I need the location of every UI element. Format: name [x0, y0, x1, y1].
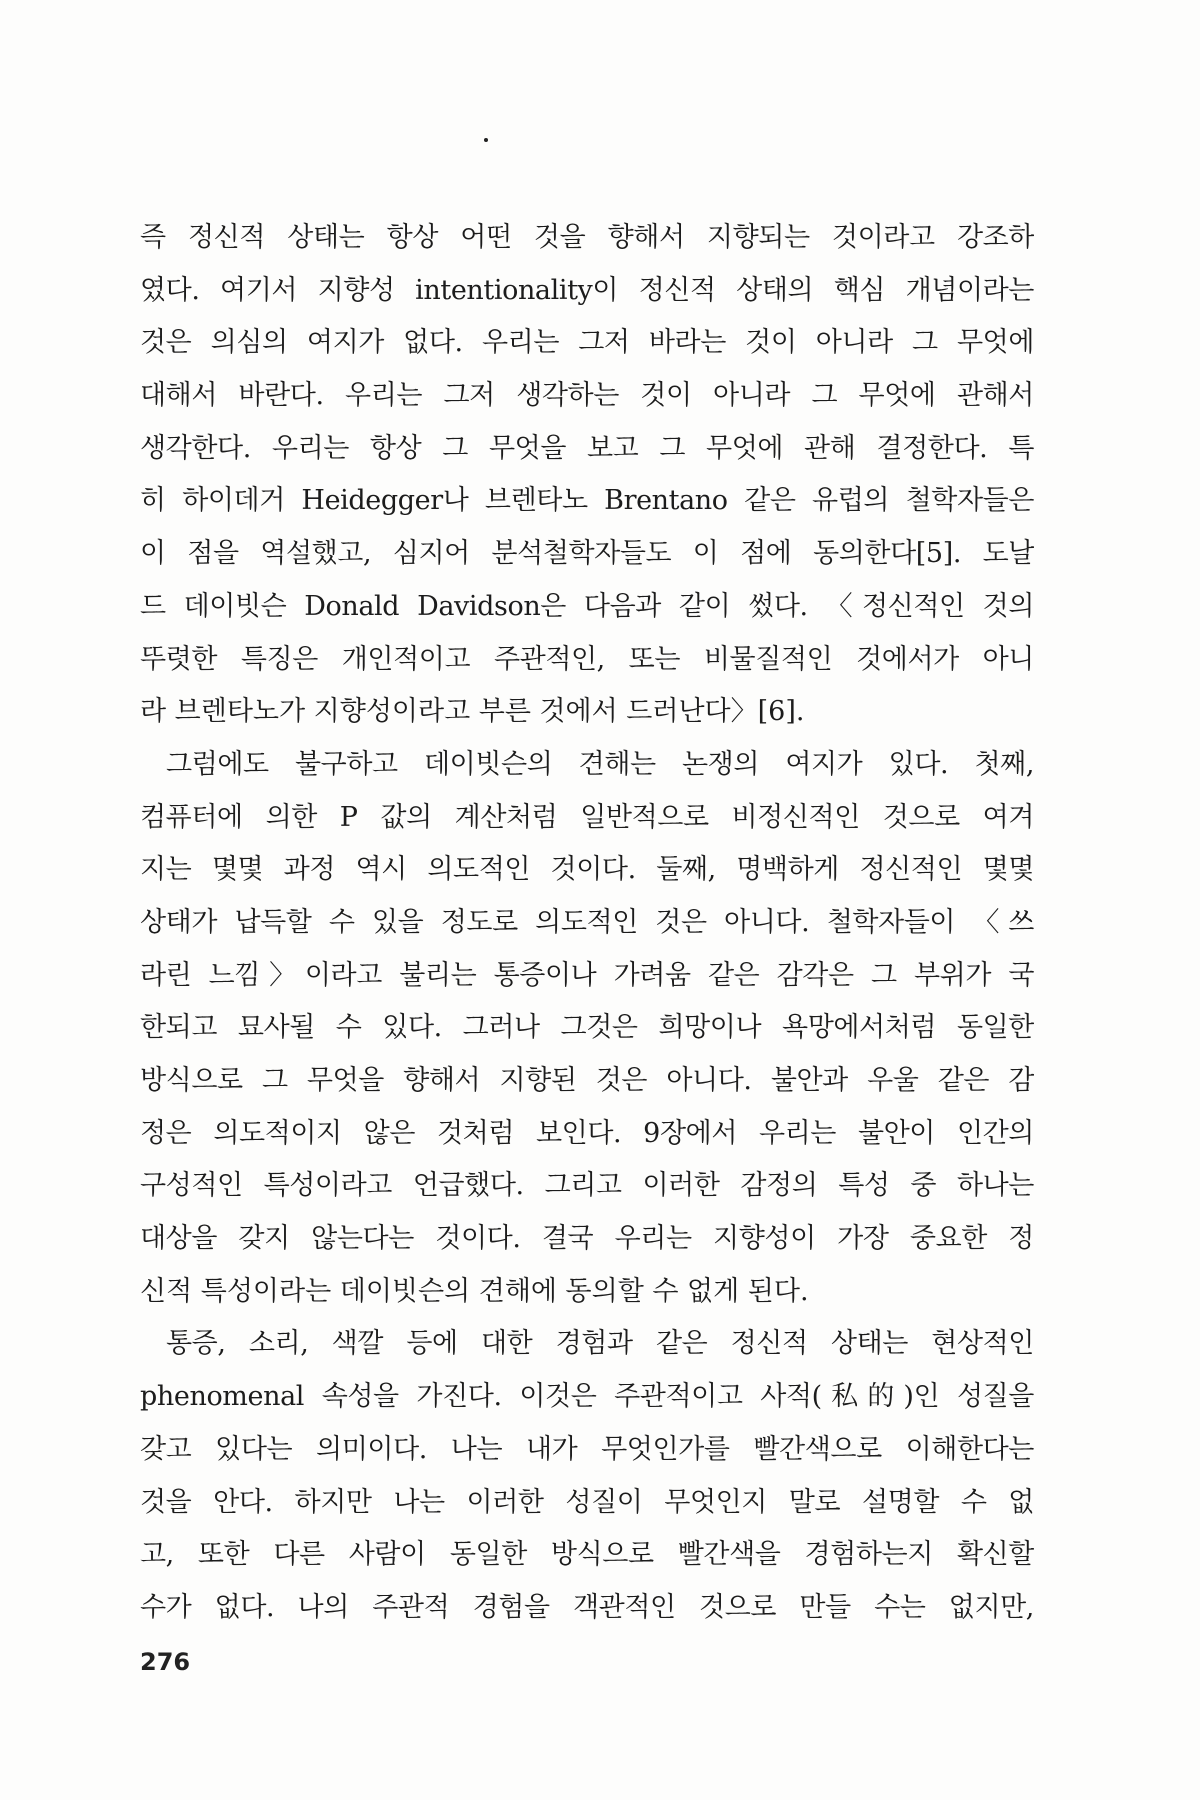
text-line: 대상을 갖지 않는다는 것이다. 결국 우리는 지향성이 가장 중요한 정 — [140, 1223, 1034, 1255]
top-dot-mark — [484, 138, 488, 142]
text-line: 갖고 있다는 의미이다. 나는 내가 무엇인가를 빨간색으로 이해한다는 — [140, 1433, 1034, 1465]
text-line: 정은 의도적이지 않은 것처럼 보인다. 9장에서 우리는 불안이 인간의 — [140, 1117, 1034, 1149]
text-line: 그럼에도 불구하고 데이빗슨의 견해는 논쟁의 여지가 있다. 첫째, — [166, 748, 1034, 780]
text-line: 드 데이빗슨 Donald Davidson은 다음과 같이 썼다. 〈정신적인 것의 — [140, 590, 1034, 622]
text-line: 뚜렷한 특징은 개인적이고 주관적인, 또는 비물질적인 것에서가 아니 — [140, 643, 1034, 675]
text-line: 라린 느낌〉이라고 불리는 통증이나 가려움 같은 감각은 그 부위가 국 — [140, 959, 1034, 991]
text-line: 한되고 묘사될 수 있다. 그러나 그것은 희망이나 욕망에서처럼 동일한 — [140, 1012, 1034, 1044]
text-line: 지는 몇몇 과정 역시 의도적인 것이다. 둘째, 명백하게 정신적인 몇몇 — [140, 854, 1034, 886]
text-line: 상태가 납득할 수 있을 정도로 의도적인 것은 아니다. 철학자들이 〈쓰 — [140, 906, 1034, 938]
text-line: 신적 특성이라는 데이빗슨의 견해에 동의할 수 없게 된다. — [140, 1275, 809, 1307]
text-line: 방식으로 그 무엇을 향해서 지향된 것은 아니다. 불안과 우울 같은 감 — [140, 1065, 1034, 1096]
text-line: 것을 안다. 하지만 나는 이러한 성질이 무엇인지 말로 설명할 수 없 — [140, 1486, 1034, 1518]
text-line: 이 점을 역설했고, 심지어 분석철학자들도 이 점에 동의한다[5]. 도날 — [140, 538, 1034, 570]
page-number: 276 — [140, 1648, 191, 1676]
text-line: 즉 정신적 상태는 항상 어떤 것을 향해서 지향되는 것이라고 강조하 — [140, 222, 1034, 253]
text-line: 수가 없다. 나의 주관적 경험을 객관적인 것으로 만들 수는 없지만, — [140, 1591, 1034, 1623]
text-line: 컴퓨터에 의한 P 값의 계산처럼 일반적으로 비정신적인 것으로 여겨 — [140, 801, 1034, 833]
text-line: 대해서 바란다. 우리는 그저 생각하는 것이 아니라 그 무엇에 관해서 — [140, 380, 1034, 412]
text-line: phenomenal 속성을 가진다. 이것은 주관적이고 사적(私的)인 성질을 — [140, 1381, 1034, 1413]
text-line: 것은 의심의 여지가 없다. 우리는 그저 바라는 것이 아니라 그 무엇에 — [140, 327, 1034, 359]
body-text — [140, 212, 1034, 1635]
text-line: 생각한다. 우리는 항상 그 무엇을 보고 그 무엇에 관해 결정한다. 특 — [140, 432, 1034, 464]
text-line: 라 브렌타노가 지향성이라고 부른 것에서 드러난다〉[6]. — [140, 696, 805, 728]
text-line: 통증, 소리, 색깔 등에 대한 경험과 같은 정신적 상태는 현상적인 — [166, 1328, 1034, 1360]
text-line: 였다. 여기서 지향성 intentionality이 정신적 상태의 핵심 개념이라는 — [140, 274, 1034, 306]
text-line: 고, 또한 다른 사람이 동일한 방식으로 빨간색을 경험하는지 확신할 — [140, 1539, 1034, 1571]
text-line: 히 하이데거 Heidegger나 브렌타노 Brentano 같은 유럽의 철학자들은 — [140, 485, 1034, 517]
text-line: 구성적인 특성이라고 언급했다. 그리고 이러한 감정의 특성 중 하나는 — [140, 1170, 1034, 1202]
